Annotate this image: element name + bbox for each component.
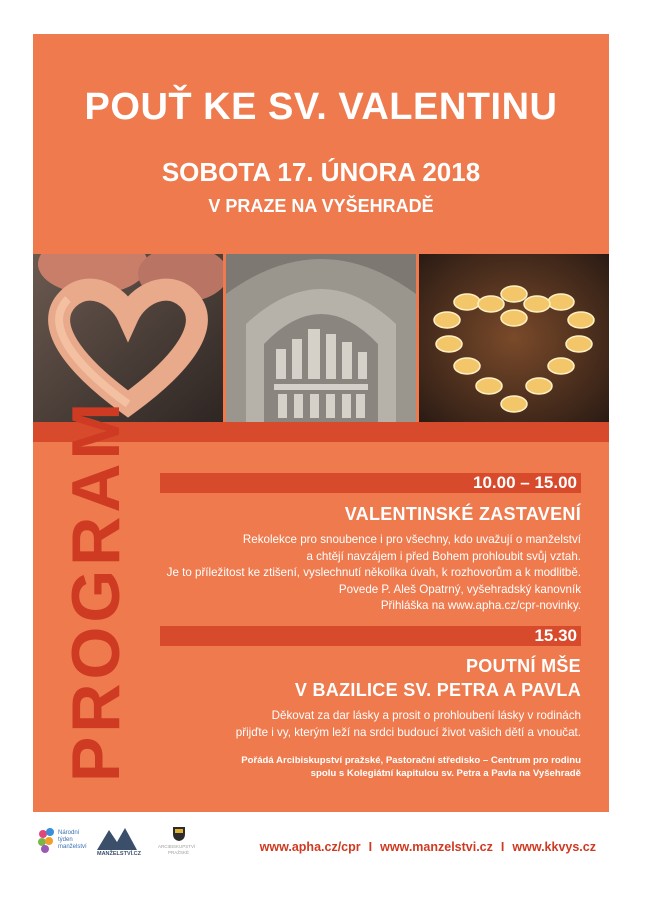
crest-icon: [172, 826, 186, 842]
hearts-icon: [36, 826, 58, 856]
event-1-title: VALENTINSKÉ ZASTAVENÍ: [344, 504, 581, 524]
candle-heart-photo: [419, 254, 609, 422]
event-1-description: Rekolekce pro snoubence i pro všechny, kdo uvažují o manželství a chtějí navzájem i před Bohem prohloubit svůj vztah. Je to příležitost ke ztišení, vyslechnutí několika úvah, k rozhovorům a k modlitbě. Povede P. Aleš Opatrný, vyšehradský kanovník Přihláška na www.apha.cz/cpr-novinky.: [166, 533, 581, 612]
event-2-title: POUTNÍ MŠE V BAZILICE SV. PETRA A PAVLA: [294, 656, 581, 700]
link-manzelstvi[interactable]: www.manzelstvi.cz: [380, 840, 493, 854]
event-1-time: 10.00 – 15.00: [160, 473, 581, 493]
heart-hands-photo: [33, 254, 223, 422]
church-tympanum-photo: [226, 254, 416, 422]
photo-strip: [33, 254, 609, 422]
link-apha[interactable]: www.apha.cz/cpr: [259, 840, 361, 854]
event-2-description: Děkovat za dar lásky a prosit o prohloubení lásky v rodinách přijďte i vy, kterým leží na srdci budoucí život vašich dětí a vnoučat.: [235, 709, 581, 739]
link-kkvys[interactable]: www.kkvys.cz: [512, 840, 596, 854]
separator: I: [500, 840, 505, 854]
separator: I: [368, 840, 373, 854]
program-label: PROGRAM: [58, 398, 134, 782]
poster: [33, 34, 609, 812]
event-place: V PRAZE NA VYŠEHRADĚ: [208, 196, 434, 216]
event-date: SOBOTA 17. ÚNORA 2018: [161, 157, 481, 187]
page-title: POUŤ KE SV. VALENTINU: [84, 86, 558, 128]
mountains-icon: [97, 826, 137, 850]
footer-links: [260, 840, 596, 854]
organizer-note: Pořádá Arcibiskupství pražské, Pastorační středisko – Centrum pro rodinu spolu s Kolegiátní kapitulou sv. Petra a Pavla na Vyšehradě: [241, 755, 581, 779]
event-2-time: 15.30: [160, 626, 581, 646]
